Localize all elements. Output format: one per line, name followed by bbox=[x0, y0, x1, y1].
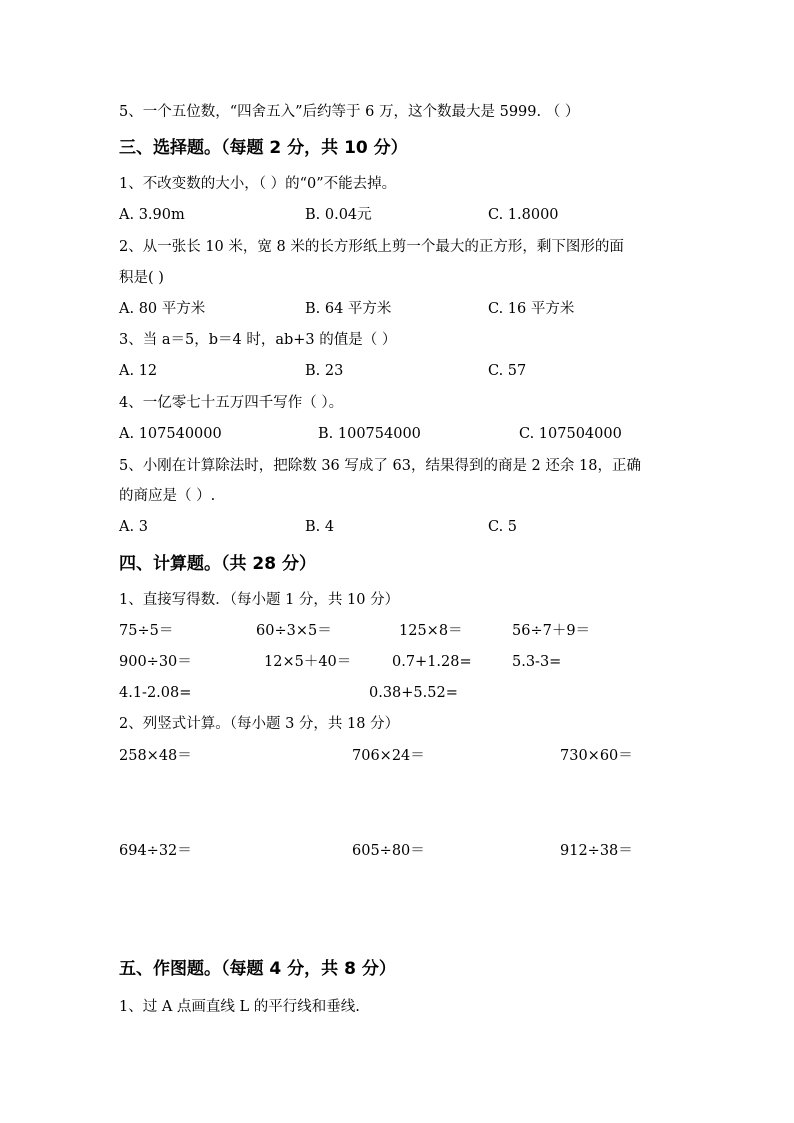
option-3-4-a: A. 107540000 bbox=[119, 426, 222, 442]
option-3-3-c: C. 57 bbox=[488, 363, 527, 379]
option-3-3-a: A. 12 bbox=[119, 363, 158, 379]
calc-item: 5.3-3= bbox=[512, 654, 562, 670]
section-4-heading: 四、计算题。（共 28 分） bbox=[119, 554, 316, 574]
calc-item: 60÷3×5＝ bbox=[256, 623, 332, 639]
vertical-calc-item: 258×48＝ bbox=[119, 748, 192, 764]
question-3-5-line2: 的商应是（ ）. bbox=[119, 488, 216, 504]
calc-part2-title: 2、列竖式计算。（每小题 3 分，共 18 分） bbox=[119, 716, 400, 732]
vertical-calc-item: 730×60＝ bbox=[560, 748, 633, 764]
question-3-2-line1: 2、从一张长 10 米，宽 8 米的长方形纸上剪一个最大的正方形，剩下图形的面 bbox=[119, 239, 624, 255]
option-3-1-b: B. 0.04元 bbox=[305, 207, 372, 223]
option-3-1-c: C. 1.8000 bbox=[488, 207, 559, 223]
calc-item: 900÷30＝ bbox=[119, 654, 192, 670]
question-3-1: 1、不改变数的大小，（ ）的“0”不能去掉。 bbox=[119, 176, 397, 192]
calc-part1-title: 1、直接写得数．（每小题 1 分，共 10 分） bbox=[119, 592, 400, 608]
calc-item: 56÷7＋9＝ bbox=[512, 623, 591, 639]
vertical-calc-item: 912÷38＝ bbox=[560, 843, 633, 859]
option-3-5-b: B. 4 bbox=[305, 519, 335, 535]
question-5-1: 1、过 A 点画直线 L 的平行线和垂线. bbox=[119, 999, 360, 1015]
question-2-5: 5、一个五位数，“四舍五入”后约等于 6 万，这个数最大是 5999. （ ） bbox=[119, 104, 580, 120]
calc-item: 12×5＋40＝ bbox=[264, 654, 352, 670]
question-3-3: 3、当 a＝5，b＝4 时，ab+3 的值是（ ） bbox=[119, 332, 397, 348]
option-3-4-c: C. 107504000 bbox=[519, 426, 622, 442]
calc-item: 0.7+1.28= bbox=[392, 654, 472, 670]
option-3-5-a: A. 3 bbox=[119, 519, 148, 535]
calc-item: 4.1-2.08= bbox=[119, 685, 192, 701]
vertical-calc-item: 605÷80＝ bbox=[352, 843, 425, 859]
option-3-3-b: B. 23 bbox=[305, 363, 344, 379]
calc-item: 0.38+5.52= bbox=[369, 685, 458, 701]
option-3-2-b: B. 64 平方米 bbox=[305, 301, 392, 317]
option-3-4-b: B. 100754000 bbox=[318, 426, 421, 442]
question-3-4: 4、一亿零七十五万四千写作（ ）。 bbox=[119, 395, 344, 411]
option-3-1-a: A. 3.90m bbox=[119, 207, 185, 223]
calc-item: 75÷5＝ bbox=[119, 623, 174, 639]
section-3-heading: 三、选择题。（每题 2 分，共 10 分） bbox=[119, 138, 408, 158]
vertical-calc-item: 694÷32＝ bbox=[119, 843, 192, 859]
option-3-5-c: C. 5 bbox=[488, 519, 518, 535]
question-3-2-line2: 积是( ) bbox=[119, 270, 164, 286]
option-3-2-c: C. 16 平方米 bbox=[488, 301, 575, 317]
section-5-heading: 五、作图题。（每题 4 分，共 8 分） bbox=[119, 959, 396, 979]
calc-item: 125×8＝ bbox=[399, 623, 463, 639]
vertical-calc-item: 706×24＝ bbox=[352, 748, 425, 764]
option-3-2-a: A. 80 平方米 bbox=[119, 301, 206, 317]
question-3-5-line1: 5、小刚在计算除法时，把除数 36 写成了 63，结果得到的商是 2 还余 18，正确 bbox=[119, 458, 641, 474]
